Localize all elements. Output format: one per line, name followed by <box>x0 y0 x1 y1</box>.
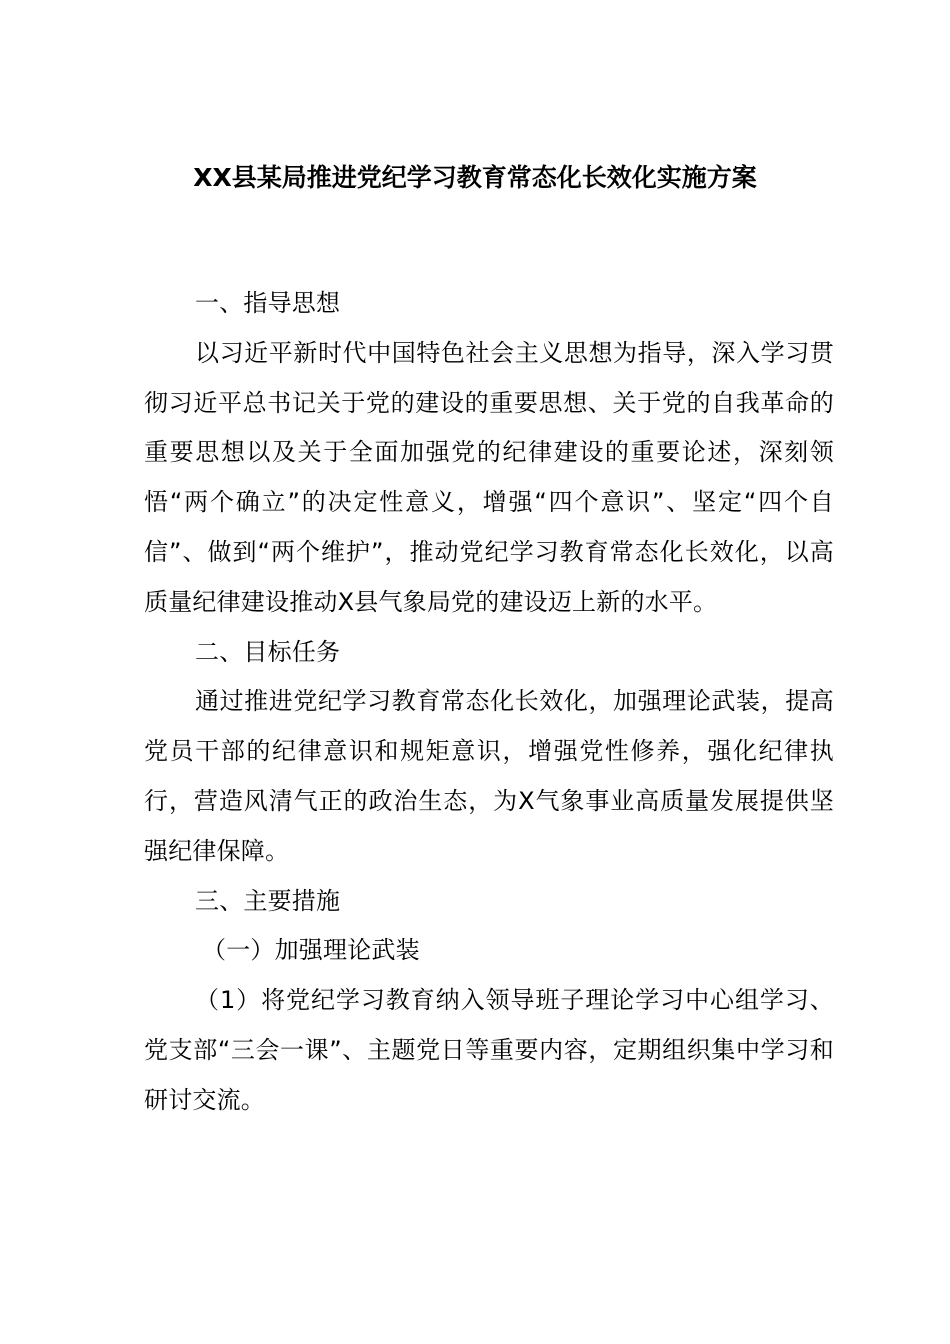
document-title: XX县某局推进党纪学习教育常态化长效化实施方案 <box>193 163 757 192</box>
paragraph-objectives: 通过推进党纪学习教育常态化长效化，加强理论武装，提高党员干部的纪律意识和规矩意识，增强党性修养，强化纪律执行，营造风清气正的政治生态，为X气象事业高质量发展提供坚强纪律保障。 <box>144 687 834 865</box>
sub-heading-theory-armament: （一）加强理论武装 <box>202 936 420 965</box>
paragraph-guiding-ideology: 以习近平新时代中国特色社会主义思想为指导，深入学习贯彻习近平总书记关于党的建设的重要思想、关于党的自我革命的重要思想以及关于全面加强党的纪律建设的重要论述，深刻领悟“两个确立”的决定性意义，增强“四个意识”、坚定“四个自信”、做到“两个维护”，推动党纪学习教育常态化长效化，以高质量纪律建设推动X县气象局党的建设迈上新的水平。 <box>144 338 834 616</box>
section-heading-main-measures: 三、主要措施 <box>195 886 341 915</box>
section-heading-guiding-ideology: 一、指导思想 <box>195 289 341 317</box>
document-body <box>144 279 834 1126</box>
section-heading-objectives: 二、目标任务 <box>195 637 341 666</box>
paragraph-measure-1: （1）将党纪学习教育纳入领导班子理论学习中心组学习、党支部“三会一课”、主题党日等重要内容，定期组织集中学习和研讨交流。 <box>144 986 834 1114</box>
